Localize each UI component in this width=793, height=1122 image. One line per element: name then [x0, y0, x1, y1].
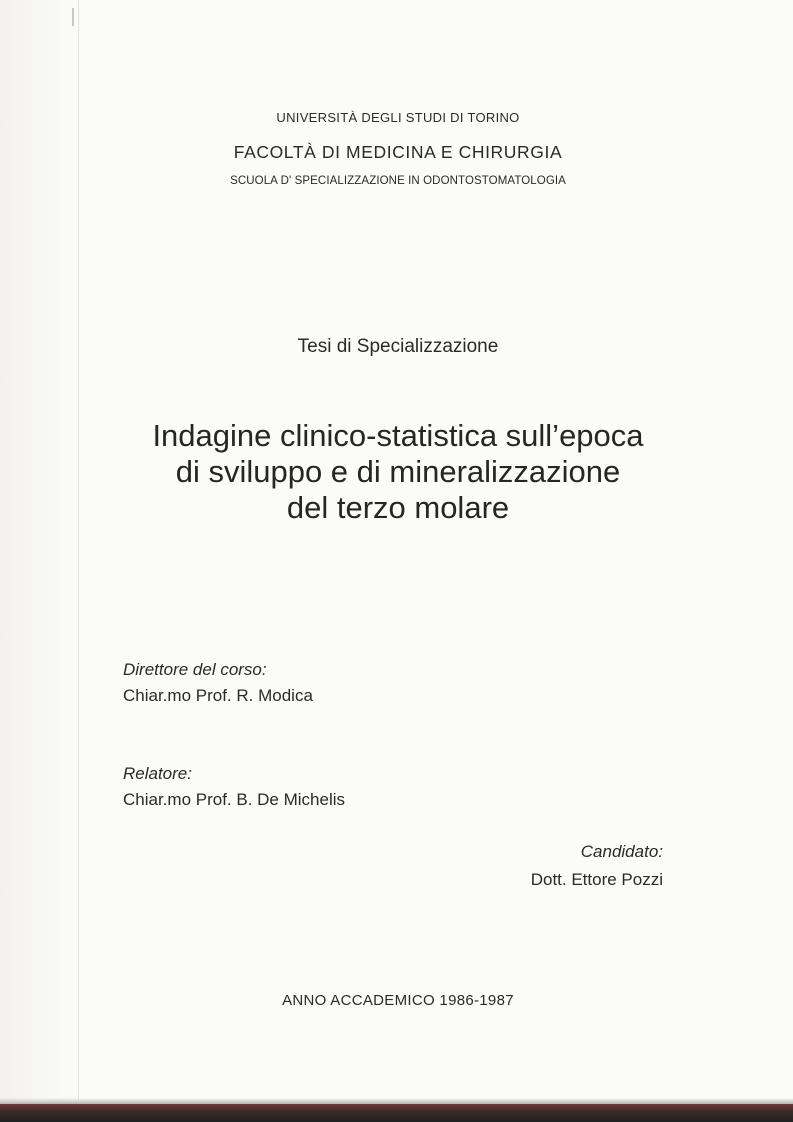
faculty-name: FACOLTÀ DI MEDICINA E CHIRURGIA: [233, 142, 563, 162]
university-name: UNIVERSITÀ DEGLI STUDI DI TORINO: [276, 110, 520, 125]
supervisor-name: Chiar.mo Prof. B. De Michelis: [123, 790, 346, 809]
binding-spine: [0, 0, 79, 1100]
thesis-type: Tesi di Specializzazione: [297, 336, 499, 357]
title-line-3: del terzo molare: [286, 490, 510, 525]
thesis-title: [78, 418, 718, 526]
candidate-name: Dott. Ettore Pozzi: [530, 870, 663, 889]
director-name: Chiar.mo Prof. R. Modica: [123, 686, 313, 705]
academic-year: ANNO ACCADEMICO 1986-1987: [282, 992, 514, 1009]
supervisor-label: Relatore:: [123, 764, 192, 783]
title-line-1: Indagine clinico-statistica sull’epoca: [152, 418, 644, 453]
title-line-2: di sviluppo e di mineralizzazione: [175, 454, 621, 489]
school-name: SCUOLA D' SPECIALIZZAZIONE IN ODONTOSTOMATOLOGIA: [230, 175, 566, 187]
cover-edge-band: [0, 1104, 793, 1122]
candidate-label: Candidato:: [580, 842, 663, 861]
spine-mark: [72, 8, 74, 26]
director-label: Direttore del corso:: [123, 660, 267, 679]
